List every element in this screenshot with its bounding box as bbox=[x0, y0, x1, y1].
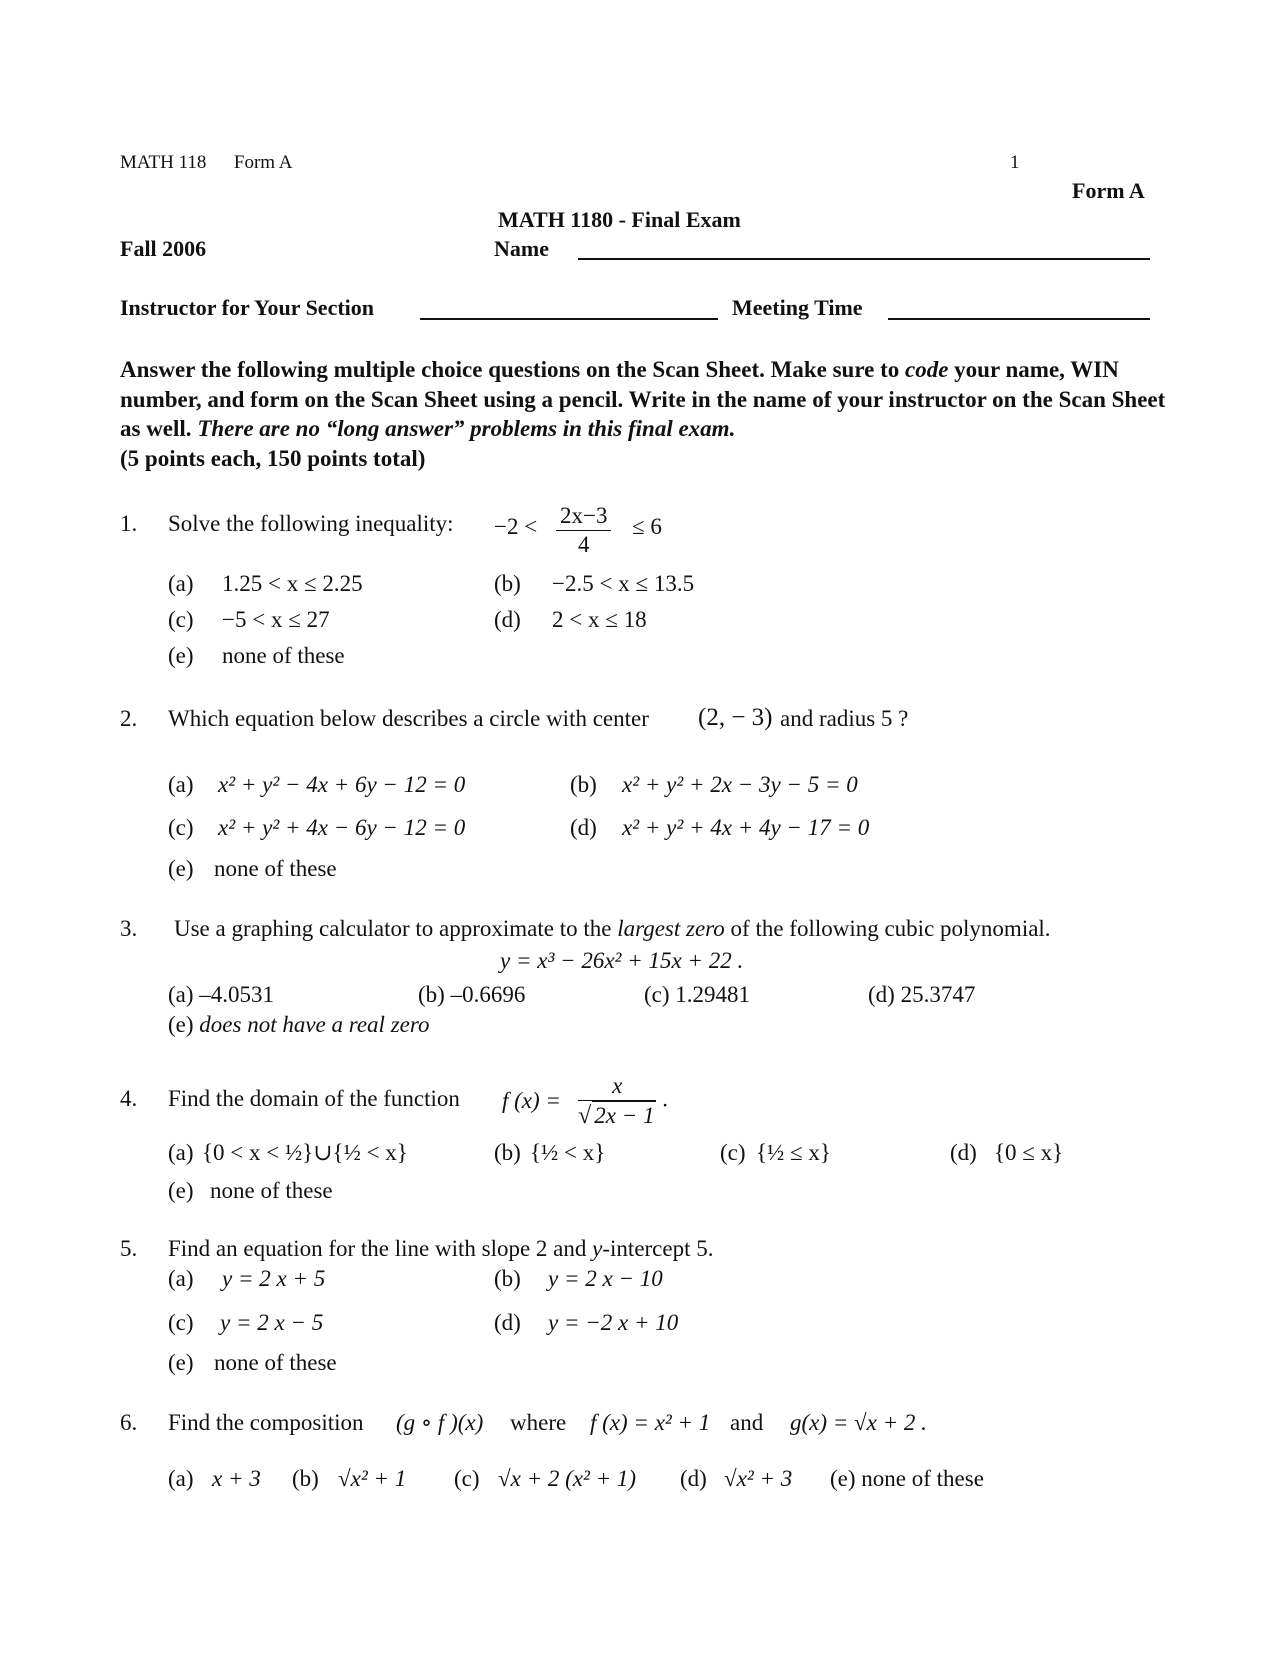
q6-option-c-label: (c) bbox=[454, 1466, 480, 1491]
q5-option-c-label: (c) bbox=[168, 1310, 194, 1335]
q6-f-def: f (x) = x² + 1 bbox=[590, 1410, 711, 1435]
q5-option-e-label: (e) bbox=[168, 1350, 194, 1375]
course-code: MATH 118 bbox=[120, 152, 207, 173]
q4-frac-den: 2x − 1 bbox=[594, 1103, 655, 1128]
q2-option-e: none of these bbox=[214, 856, 337, 881]
q3-equation: y = x³ − 26x² + 15x + 22 . bbox=[500, 948, 744, 973]
name-label: Name bbox=[494, 236, 549, 261]
form-label-small: Form A bbox=[233, 152, 293, 173]
q6-option-d-label: (d) bbox=[680, 1466, 707, 1491]
term: Fall 2006 bbox=[120, 236, 207, 261]
q3-option-b: (b) –0.6696 bbox=[418, 982, 526, 1007]
q3-option-c: (c) 1.29481 bbox=[644, 982, 751, 1007]
q4-frac-num: x bbox=[612, 1073, 623, 1098]
q6-option-b: √x² + 1 bbox=[338, 1466, 407, 1491]
q5-option-b: y = 2 x − 10 bbox=[548, 1266, 663, 1291]
q3-option-d: (d) 25.3747 bbox=[868, 982, 976, 1007]
q4-fraction: $\frac{x}{√ 2x - 1}$ . bbox=[578, 1073, 668, 1129]
q6-option-e: (e) none of these bbox=[830, 1466, 984, 1491]
q1-option-a: 1.25 < x ≤ 2.25 bbox=[222, 571, 363, 596]
q5-option-d-label: (d) bbox=[494, 1310, 521, 1335]
q4-option-c-label: (c) bbox=[720, 1140, 746, 1165]
q5-option-d: y = −2 x + 10 bbox=[548, 1310, 679, 1335]
q2-option-c: x² + y² + 4x − 6y − 12 = 0 bbox=[218, 815, 466, 840]
page-number: 1 bbox=[1010, 152, 1020, 173]
q4-option-a: {0 < x < ½}∪{½ < x} bbox=[202, 1140, 408, 1165]
q4-option-b: {½ < x} bbox=[530, 1140, 606, 1165]
q1-left: −2 < bbox=[494, 514, 538, 539]
q1-option-d-label: (d) bbox=[494, 607, 521, 632]
q4-number: 4. bbox=[120, 1086, 138, 1111]
name-field[interactable] bbox=[578, 258, 1150, 260]
q3-number: 3. bbox=[120, 916, 138, 941]
q4-option-b-label: (b) bbox=[494, 1140, 521, 1165]
q2-option-d-label: (d) bbox=[570, 815, 597, 840]
q1-frac-num: 2x−3 bbox=[556, 502, 611, 531]
q6-g-def: g(x) = √x + 2 . bbox=[790, 1410, 927, 1435]
q2-option-b-label: (b) bbox=[570, 772, 597, 797]
q2-center: (2, − 3) bbox=[698, 704, 773, 731]
q4-option-e: none of these bbox=[210, 1178, 333, 1203]
q1-option-c: −5 < x ≤ 27 bbox=[222, 607, 330, 632]
italic-note: There are no “long answer” problems in this final exam. bbox=[197, 416, 736, 441]
q5-option-a-label: (a) bbox=[168, 1266, 194, 1291]
q6-and: and bbox=[730, 1410, 764, 1435]
q6-option-a: x + 3 bbox=[212, 1466, 261, 1491]
q6-number: 6. bbox=[120, 1410, 138, 1435]
q4-option-d-label: (d) bbox=[950, 1140, 977, 1165]
q5-number: 5. bbox=[120, 1236, 138, 1261]
q2-prompt-end: and radius 5 ? bbox=[780, 706, 909, 731]
q1-frac-den: 4 bbox=[577, 532, 590, 557]
q3-option-e-wrap bbox=[168, 1012, 429, 1038]
q4-option-c: {½ ≤ x} bbox=[756, 1140, 831, 1165]
q4-option-e-label: (e) bbox=[168, 1178, 194, 1203]
q6-option-b-label: (b) bbox=[292, 1466, 319, 1491]
q1-option-d: 2 < x ≤ 18 bbox=[552, 607, 647, 632]
running-header bbox=[120, 152, 293, 174]
q6-option-a-label: (a) bbox=[168, 1466, 194, 1491]
q5-option-c: y = 2 x − 5 bbox=[220, 1310, 324, 1335]
q6-composition: (g ∘ f )(x) bbox=[396, 1410, 484, 1435]
code-word: code bbox=[905, 357, 949, 382]
q6-where: where bbox=[510, 1410, 567, 1435]
q2-number: 2. bbox=[120, 706, 138, 731]
q1-option-e: none of these bbox=[222, 643, 345, 668]
exam-title: MATH 1180 - Final Exam bbox=[498, 207, 741, 232]
q2-option-d: x² + y² + 4x + 4y − 17 = 0 bbox=[622, 815, 870, 840]
q1-option-b-label: (b) bbox=[494, 571, 521, 596]
q2-option-c-label: (c) bbox=[168, 815, 194, 840]
q5-prompt: Find an equation for the line with slope 2 and y-intercept 5. bbox=[168, 1236, 714, 1261]
instructor-label: Instructor for Your Section bbox=[120, 295, 375, 320]
q1-prompt: Solve the following inequality: bbox=[168, 511, 454, 536]
q4-function: f (x) = bbox=[502, 1088, 561, 1113]
instructions: Answer the following multiple choice questions on the Scan Sheet. Make sure to code your name, WIN number, and form on the Scan Sheet using a pencil. Write in the name of your instructor on the Scan Sheet as well. There are no “long answer” problems in this final exam. (5 points each, 150 points total) bbox=[120, 357, 1166, 471]
meeting-time-label: Meeting Time bbox=[732, 295, 863, 320]
q4-option-d: {0 ≤ x} bbox=[994, 1140, 1064, 1165]
q2-option-e-label: (e) bbox=[168, 856, 194, 881]
q2-option-a-label: (a) bbox=[168, 772, 194, 797]
q1-fraction bbox=[556, 502, 611, 559]
q3-option-a: (a) –4.0531 bbox=[168, 982, 275, 1007]
q1-right: ≤ 6 bbox=[632, 514, 662, 539]
q5-option-a: y = 2 x + 5 bbox=[222, 1266, 326, 1291]
q5-option-b-label: (b) bbox=[494, 1266, 521, 1291]
q6-option-c: √x + 2 (x² + 1) bbox=[498, 1466, 637, 1491]
q1-option-e-label: (e) bbox=[168, 643, 194, 668]
q1-number: 1. bbox=[120, 511, 138, 536]
q6-prompt: Find the composition bbox=[168, 1410, 364, 1435]
q3-prompt: Use a graphing calculator to approximate to the largest zero of the following cubic polynomial. bbox=[174, 916, 1051, 941]
instructor-field[interactable] bbox=[420, 318, 718, 320]
form-label: Form A bbox=[1072, 178, 1145, 203]
q3-option-e-label: (e) bbox=[168, 1012, 194, 1037]
q6-option-d: √x² + 3 bbox=[724, 1466, 793, 1491]
q3-option-e: does not have a real zero bbox=[199, 1012, 430, 1037]
q1-option-c-label: (c) bbox=[168, 607, 194, 632]
q4-option-a-label: (a) bbox=[168, 1140, 194, 1165]
q1-option-a-label: (a) bbox=[168, 571, 194, 596]
meeting-time-field[interactable] bbox=[888, 318, 1150, 320]
q2-prompt: Which equation below describes a circle with center bbox=[168, 706, 649, 731]
q5-option-e: none of these bbox=[214, 1350, 337, 1375]
q2-option-a: x² + y² − 4x + 6y − 12 = 0 bbox=[218, 772, 466, 797]
q1-option-b: −2.5 < x ≤ 13.5 bbox=[552, 571, 695, 596]
q4-prompt: Find the domain of the function bbox=[168, 1086, 460, 1111]
q2-option-b: x² + y² + 2x − 3y − 5 = 0 bbox=[622, 772, 858, 797]
points-note: (5 points each, 150 points total) bbox=[120, 445, 426, 471]
